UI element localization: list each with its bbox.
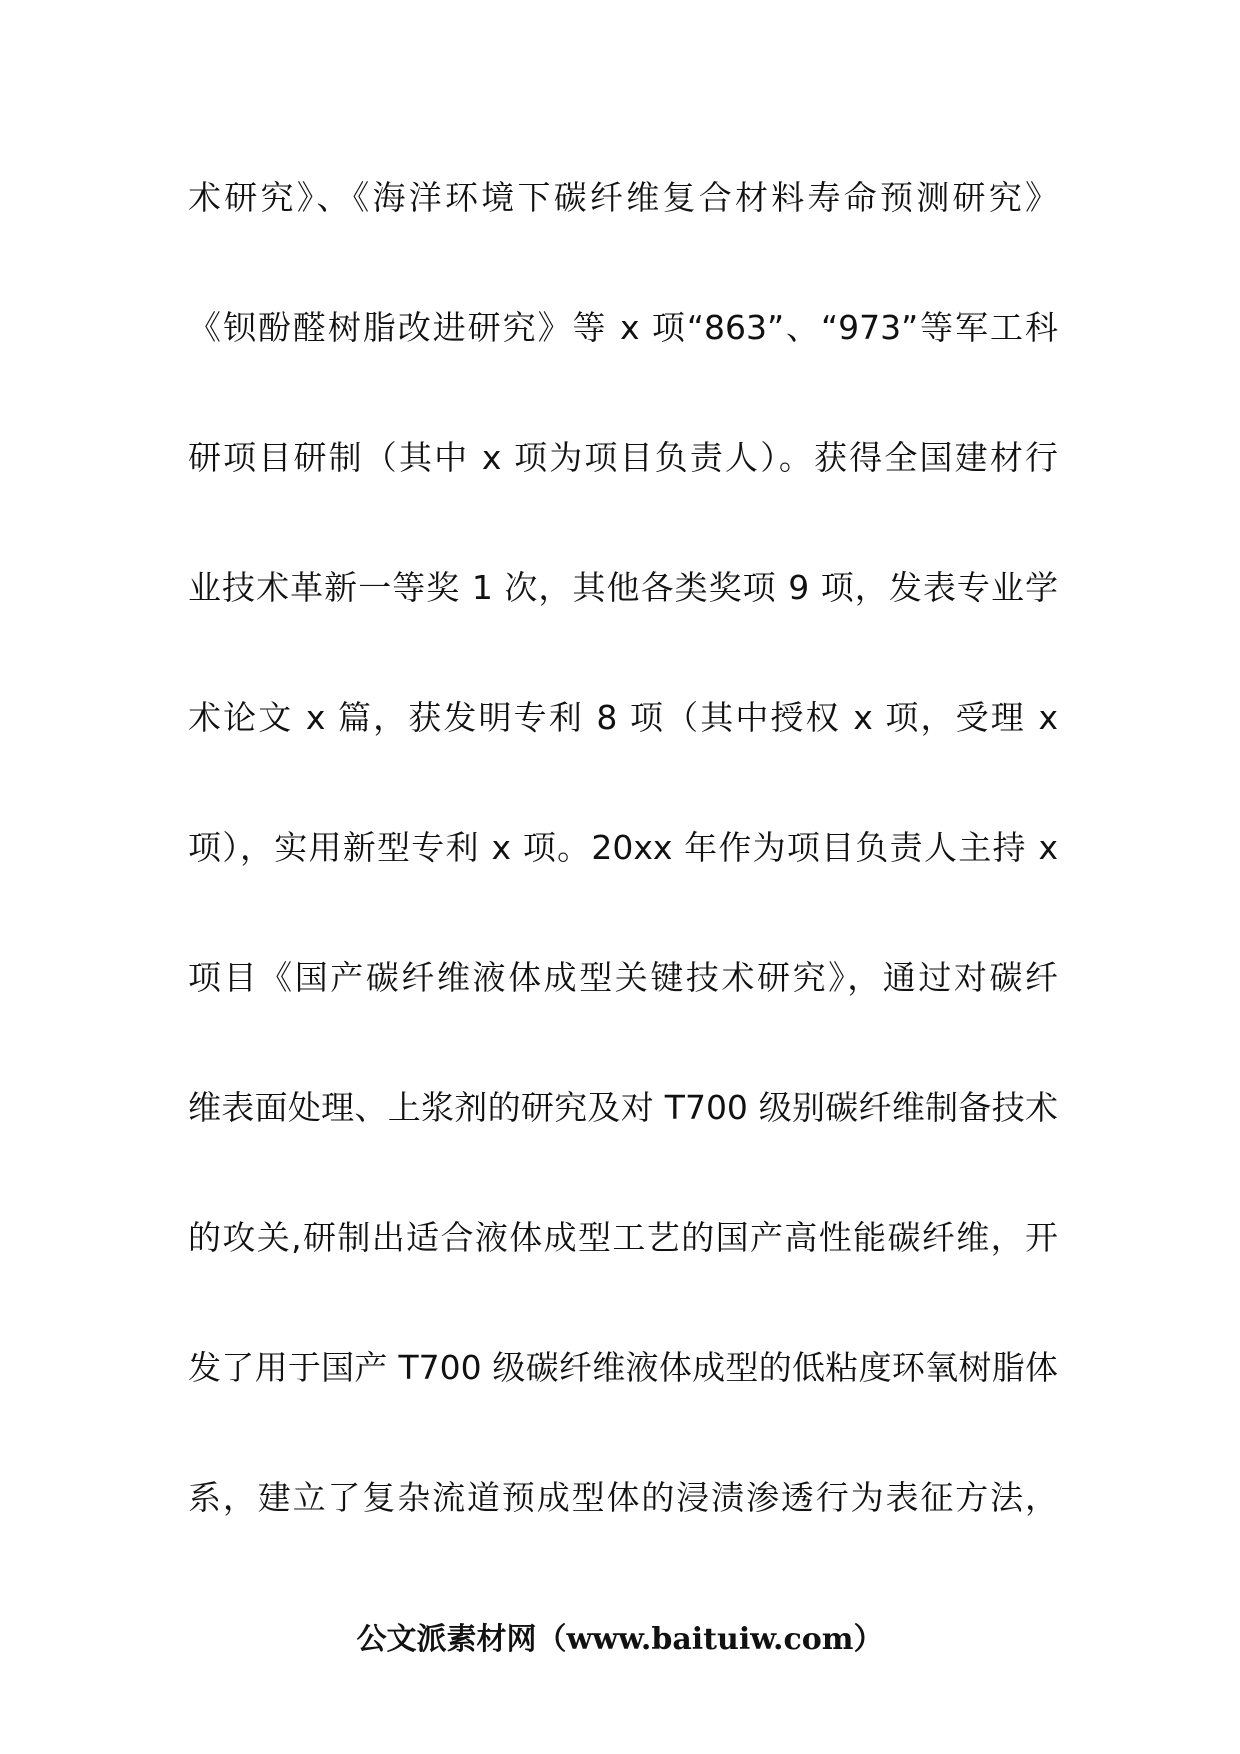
text-line-4: 业技术革新一等奖 1 次，其他各类奖项 9 项，发表专业学: [188, 568, 1058, 607]
text-line-3: 研项目研制（其中 x 项为项目负责人）。获得全国建材行: [188, 438, 1058, 477]
text-line-7: 项目《国产碳纤维液体成型关键技术研究》，通过对碳纤: [188, 958, 1058, 997]
footer-watermark-text: 公文派素材网（www.baituiw.com）: [356, 1622, 884, 1657]
text-line-2: 《钡酚醛树脂改进研究》等 x 项“863”、“973”等军工科: [188, 308, 1058, 347]
text-line-1: 术研究》、《海洋环境下碳纤维复合材料寿命预测研究》: [188, 178, 1058, 217]
text-line-6: 项），实用新型专利 x 项。20xx 年作为项目负责人主持 x: [188, 828, 1058, 867]
text-line-5: 术论文 x 篇，获发明专利 8 项（其中授权 x 项，受理 x: [188, 698, 1058, 737]
text-line-10: 发了用于国产 T700 级碳纤维液体成型的低粘度环氧树脂体: [188, 1348, 1058, 1387]
text-line-8: 维表面处理、上浆剂的研究及对 T700 级别碳纤维制备技术: [188, 1088, 1058, 1127]
text-line-9: 的攻关,研制出适合液体成型工艺的国产高性能碳纤维，开: [188, 1218, 1058, 1257]
body-paragraph: [188, 162, 1058, 1592]
text-line-11: 系，建立了复杂流道预成型体的浸渍渗透行为表征方法，: [188, 1478, 1058, 1517]
